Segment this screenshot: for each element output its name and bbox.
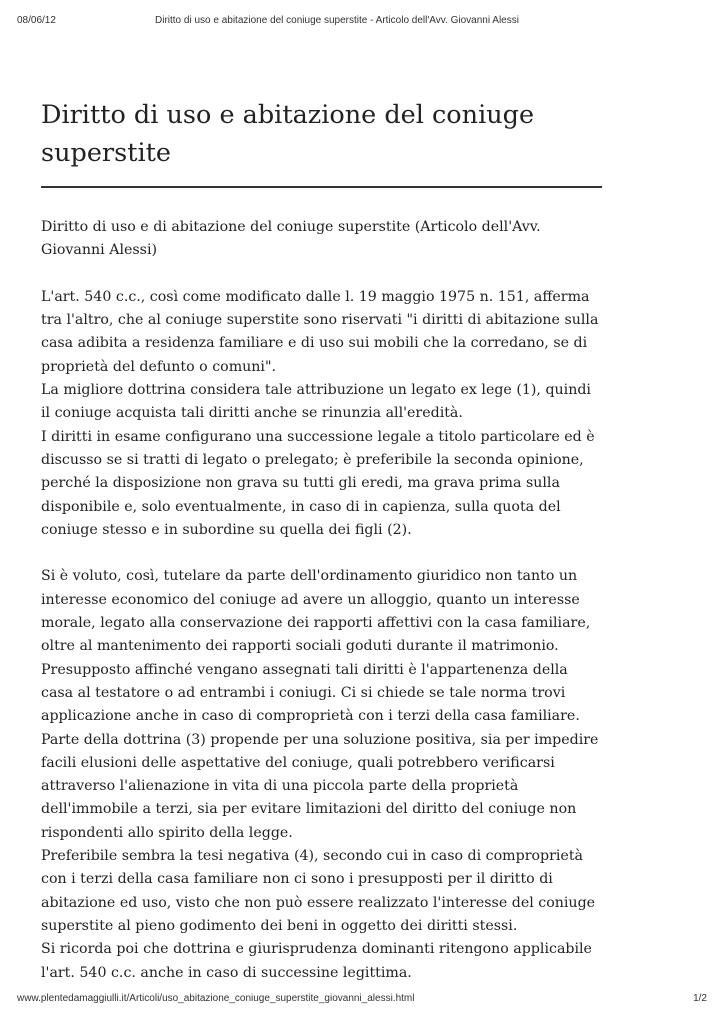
paragraph: L'art. 540 c.c., così come modificato dalle l. 19 maggio 1975 n. 151, afferma tra l'altro, che al coniuge superstite sono riservati "i diritti di abitazione sulla casa adibita a residenza familiare e di uso sui mobili che la corredano, se di proprietà del defunto o comuni". <box>41 288 599 375</box>
page-title: Diritto di uso e abitazione del coniuge superstite <box>41 96 602 188</box>
print-header <box>17 15 707 29</box>
article-body <box>41 216 602 985</box>
article <box>41 96 602 985</box>
page-url: www.plentedamaggiulli.it/Articoli/uso_abitazione_coniuge_superstite_giovanni_alessi.html <box>17 993 415 1004</box>
paragraph: Preferibile sembra la tesi negativa (4), secondo cui in caso di comproprietà con i terzi della casa familiare non ci sono i presupposti per il diritto di abitazione ed uso, visto che non può essere realizzato l'interesse del coniuge superstite al pieno godimento dei beni in oggetto dei diritti stessi. <box>41 848 596 934</box>
paragraph: I diritti in esame configurano una successione legale a titolo particolare ed è discusso se si tratti di legato o prelegato; è preferibile la seconda opinione, perché la disposizione non grava su tutti gli eredi, ma grava prima sulla disponibile e, solo eventualmente, in caso di in capienza, sulla quota del coniuge stesso e in subordine su quella dei figli (2). <box>41 428 595 538</box>
paragraph-gap <box>41 263 602 286</box>
print-date: 08/06/12 <box>17 15 56 26</box>
page-number: 1/2 <box>693 993 707 1004</box>
print-document-title: Diritto di uso e abitazione del coniuge superstite - Articolo dell'Avv. Giovanni Alessi <box>155 15 519 26</box>
paragraph: La migliore dottrina considera tale attribuzione un legato ex lege (1), quindi il coniuge acquista tali diritti anche se rinunzia all'eredità. <box>41 382 591 422</box>
paragraph: Presupposto affinché vengano assegnati tali diritti è l'appartenenza della casa al testatore o ad entrambi i coniugi. Ci si chiede se tale norma trovi applicazione anche in caso di comproprietà con i terzi della casa familiare. <box>41 661 580 725</box>
paragraph-gap <box>41 542 602 565</box>
paragraph: Si è voluto, così, tutelare da parte dell'ordinamento giuridico non tanto un interesse economico del coniuge ad avere un alloggio, quanto un interesse morale, legato alla conservazione dei rapporti affettivi con la casa familiare, oltre al mantenimento dei rapporti sociali goduti durante il matrimonio. <box>41 568 591 655</box>
print-footer <box>17 993 707 1007</box>
article-subtitle: Diritto di uso e di abitazione del coniuge superstite (Articolo dell'Avv. Giovanni Alessi) <box>41 219 541 259</box>
paragraph: Parte della dottrina (3) propende per una soluzione positiva, sia per impedire facili elusioni delle aspettative del coniuge, quali potrebbero verificarsi attraverso l'alienazione in vita di una piccola parte della proprietà dell'immobile a terzi, sia per evitare limitazioni del diritto del coniuge non rispondenti allo spirito della legge. <box>41 731 599 841</box>
paragraph: Si ricorda poi che dottrina e giurisprudenza dominanti ritengono applicabile l'art. 540 c.c. anche in caso di successine legittima. <box>41 941 592 981</box>
